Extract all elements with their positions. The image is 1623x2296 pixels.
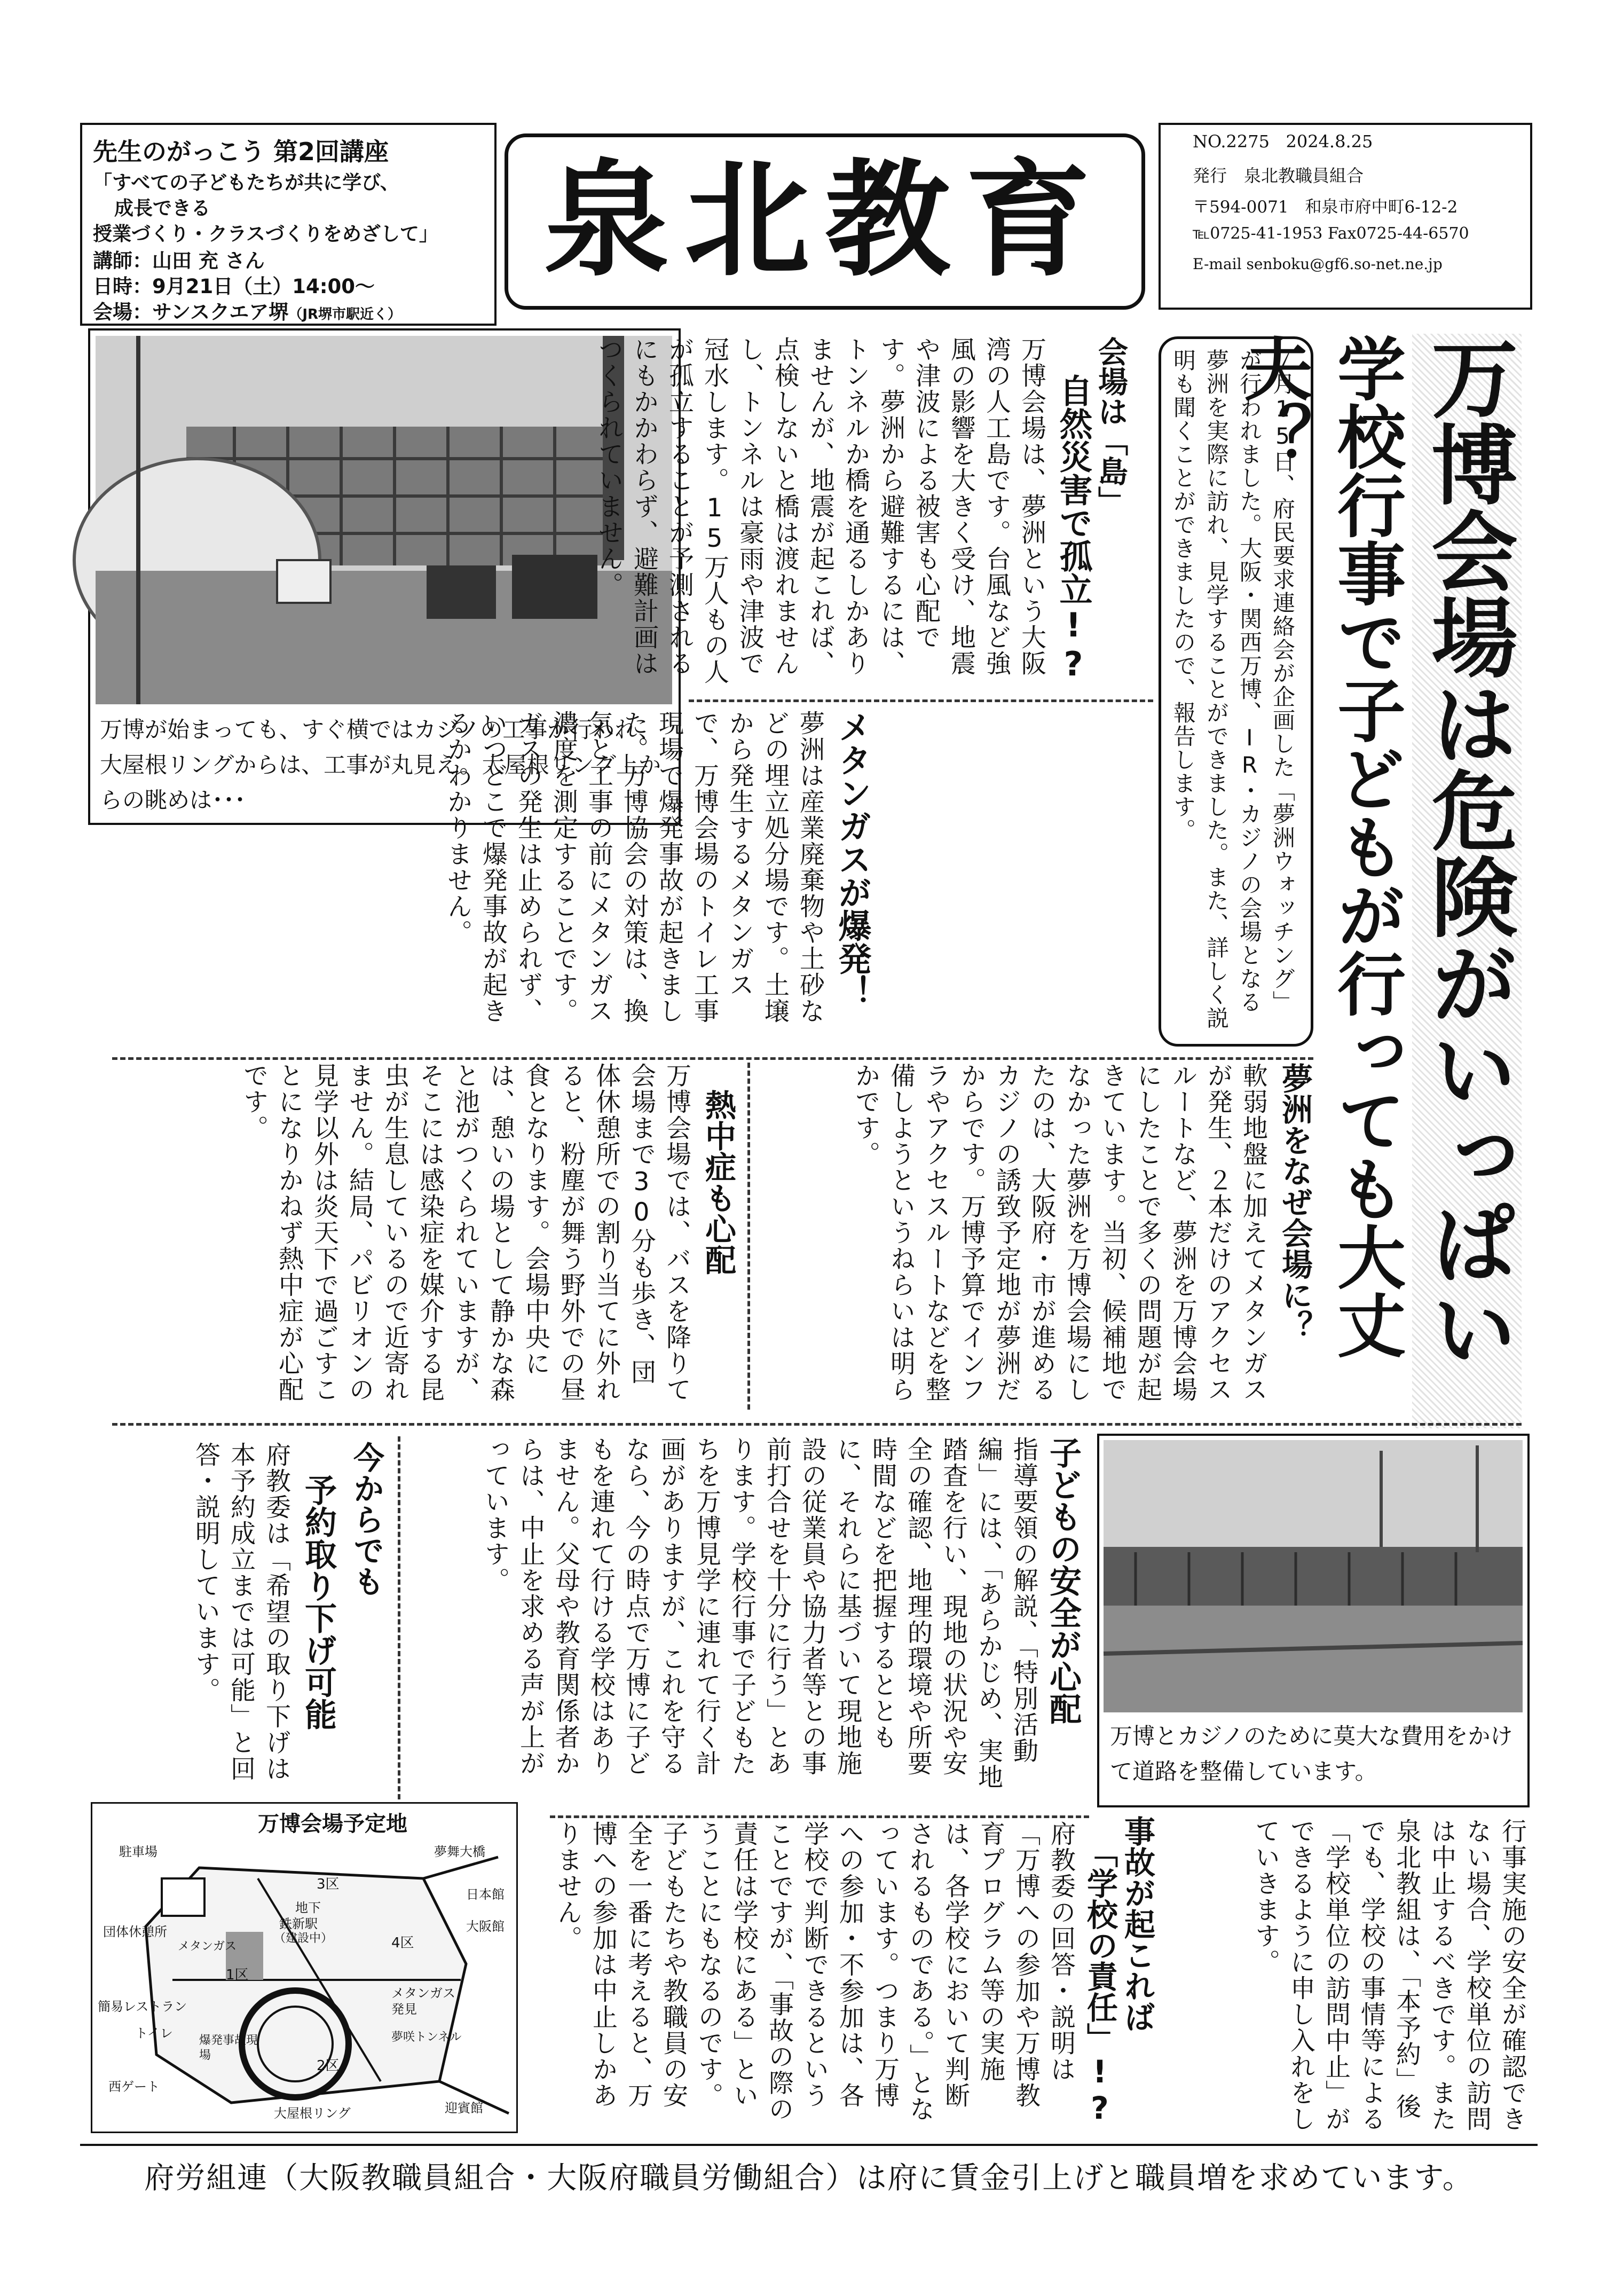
map-label-westgate: 西ゲート xyxy=(108,2079,160,2094)
photo2-frame xyxy=(1097,1434,1530,1807)
lecture-datetime: 日時：9月21日（土）14:00～ xyxy=(93,275,375,298)
map-label-methane: メタンガス xyxy=(178,1940,237,1953)
map-label-explosion: 爆発事故現場 xyxy=(199,2034,258,2062)
map-label-guesthouse: 迎賓館 xyxy=(445,2101,483,2116)
lecture-theme-1: 「すべての子どもたちが共に学び、 xyxy=(93,172,399,194)
lecturer: 講師：山田 充 さん xyxy=(93,249,265,272)
divider-1 xyxy=(689,699,1153,702)
photo2-caption: 万博とカジノのために莫大な費用をかけて道路を整備しています。 xyxy=(1110,1723,1513,1784)
safety-heading: 子どもの安全が心配 xyxy=(1044,1436,1082,1725)
email-link[interactable]: E-mail senboku@gf6.so-net.ne.jp xyxy=(1193,255,1443,273)
paper-title: 泉北教育 xyxy=(544,146,1106,294)
lecture-title: 先生のがっこう 第2回講座 xyxy=(93,137,389,166)
construction-photo-art xyxy=(96,336,672,704)
intro-box xyxy=(1159,336,1313,1047)
map-label-japan: 日本館 xyxy=(466,1887,505,1902)
lecture-box xyxy=(80,123,497,326)
footer-text: 府労組連（大阪教職員組合・大阪府職員労働組合）は府に賃金引上げと職員増を求めています。 xyxy=(144,2161,1474,2196)
divider-5 xyxy=(398,1436,400,1799)
map-label-zone2: 2区 xyxy=(317,2058,340,2074)
venue-map xyxy=(91,1802,518,2133)
island-heading-2: 自然災害で孤立!? xyxy=(1054,374,1093,683)
phone-fax: ℡0725-41-1953 Fax0725-44-6570 xyxy=(1193,224,1469,243)
island-body-2 xyxy=(876,710,1153,1041)
methane-heading: メタンガスが爆発！ xyxy=(833,710,872,1008)
issue-date: 2024.8.25 xyxy=(1286,131,1373,152)
publisher: 発行 泉北教職員組合 xyxy=(1193,166,1364,186)
map-label-station: 鉄新駅 xyxy=(279,1916,318,1931)
footer-rule xyxy=(80,2144,1538,2146)
venue-name: 会場：サンスクエア堺 xyxy=(93,301,289,324)
why-heading: 夢洲をなぜ会場に？ xyxy=(1277,1063,1313,1341)
divider-2 xyxy=(112,1057,1313,1060)
cancel-heading-1: 今からでも xyxy=(348,1442,384,1597)
issue-line xyxy=(1193,131,1373,152)
map-label-ring: 大屋根リング xyxy=(274,2106,351,2121)
issue-no: NO.2275 xyxy=(1193,131,1270,152)
map-label-zone3: 3区 xyxy=(317,1876,340,1892)
map-label-tunnel: 夢咲トンネル xyxy=(391,2031,462,2044)
divider-4 xyxy=(112,1423,1522,1426)
divider-3 xyxy=(747,1063,750,1410)
safety-body: 指導要領の解説、「特別活動編」には、「あらかじめ、実地踏査を行い、現地の状況や安全の確認、地理的環境や所要時間などを把握するとともに、それらに基づいて現地施設の従業員や協力者等との事前打合せを十分に行う」とあります。学校行事で子どもたちを万博見学に連れて行く計画がありますが、これを守るなら、今の時点で万博に子どもを連れて行ける学校はありません。父母や教育関係者からは、中止を求める声が上がっています。 xyxy=(480,1436,1038,1790)
paper-title-frame xyxy=(505,133,1145,310)
construction-photo xyxy=(96,336,672,704)
map-label-underground: 地下 xyxy=(295,1900,321,1915)
lecture-theme-3: 授業づくり・クラスづくりをめざして」 xyxy=(93,223,438,245)
island-heading-1: 会場は「島」 xyxy=(1093,336,1128,516)
cancel-heading-2: 予約取り下げ可能 xyxy=(300,1474,337,1730)
accident-body: 府教委の回答・説明は「万博への参加や万博教育プログラム等の実施は、各学校において判断されるものである。」となっています。つまり万博への参加・不参加は、各学校で判断できるということですが、「事故の際の責任は学校にある」ということにもなるのです。子どもたちや教職員の安全を一番に考えると、万博への参加は中止しかありません。 xyxy=(553,1821,1076,2122)
map-label-zone4: 4区 xyxy=(391,1935,414,1951)
photo1-caption: 万博が始まっても、すぐ横ではカジノの工事が行われ、大屋根リングからは、工事が丸見え。大屋根リング上からの眺めは･･･ xyxy=(100,717,661,813)
road-photo-art xyxy=(1104,1440,1523,1712)
divider-6 xyxy=(550,1815,1089,1818)
lecture-theme-2: 成長できる xyxy=(114,198,211,219)
map-label-bridge: 夢舞大橋 xyxy=(434,1844,485,1859)
heat-heading: 熱中症も心配 xyxy=(700,1089,736,1275)
map-label-restaurant: 簡易レストラン xyxy=(98,1999,187,2014)
road-photo xyxy=(1104,1440,1523,1712)
map-label-zone1: 1区 xyxy=(226,1967,249,1983)
accident-heading-2: 「学校の責任」!? xyxy=(1082,1837,1118,2126)
map-label-parking: 駐車場 xyxy=(119,1844,157,1859)
accident-heading-1: 事故が起これば xyxy=(1119,1815,1155,2032)
methane-body: 夢洲は産業廃棄物や土砂などの埋立処分場です。土壌から発生するメタンガスで、万博会場のトイレ工事現場で爆発事故が起きました。万博協会の対策は、換気と工事の前にメタンガス濃度を測定することです。ガスの発生は止められず、いつどこで爆発事故が起きるかわかりません。 xyxy=(443,710,825,1024)
map-label-construction: （建設中） xyxy=(274,1932,333,1945)
why-body: 軟弱地盤に加えてメタンガスが発生、２本だけのアクセスルートなど、夢洲を万博会場にしたことで多くの問題が起きています。当初、候補地でなかった夢洲を万博会場にしたのは、大阪府・市が進めるカジノの誘致予定地が夢洲だからです。万博予算でインフラやアクセスルートなどを整備しようというねらいは明らかです。 xyxy=(851,1063,1268,1403)
map-label-rest: 団体休憩所 xyxy=(103,1924,167,1939)
headline-line2: 学校行事で子どもが行っても大丈夫？ xyxy=(1232,334,1405,1359)
map-label-osaka: 大阪館 xyxy=(466,1919,505,1934)
island-body-1: 万博会場は、夢洲という大阪湾の人工島です。台風など強風の影響を大きく受け、地震や津波による被害も心配です。夢洲から避難するには、トンネルか橋を通るしかありませんが、地震が起これば、点検しないと橋は渡れませんし、トンネルは豪雨や津波で冠水します。15万人もの人が孤立することが予測されるにもかかわらず、避難計画はつくられていません。 xyxy=(594,336,1046,685)
map-label-toilet: トイレ xyxy=(135,2026,173,2041)
closing-body: 行事実施の安全が確認できない場合、学校単位の訪問は中止するべきです。また泉北教組は、「本予約」後でも、学校の事情等による「学校単位の訪問中止」ができるように申し入れをしていきます。 xyxy=(1251,1818,1527,2132)
venue-note: （JR堺市駅近く） xyxy=(288,306,402,323)
publisher-box xyxy=(1159,123,1532,310)
cancel-body: 府教委は「希望の取り下げは本予約成立までは可能」と回答・説明しています。 xyxy=(191,1442,291,1782)
lecture-venue xyxy=(93,296,401,325)
map-title: 万博会場予定地 xyxy=(258,1812,407,1836)
intro-text: ７月15日、府民要求連絡会が企画した「夢洲ウォッチング」が行われました。大阪・関西万博、IR・カジノの会場となる夢洲を実際に訪れ、見学することができました。また、詳しく説明も聞くことができましたので、報告します。 xyxy=(1170,349,1296,1030)
heat-body: 万博会場では、バスを降りて会場まで30分も歩き、団体休憩所での割り当てに外れると、粉塵が舞う野外での昼食となります。会場中央には、憩いの場として静かな森と池がつくられていますが、そこには感染症を媒介する昆虫が生息しているので近寄れません。結局、パビリオンの見学以外は炎天下で過ごすことになりかねず熱中症が心配です。 xyxy=(239,1063,691,1403)
headline-line1: 万博会場は危険がいっぱい xyxy=(1412,334,1522,1428)
map-label-methane-found: メタンガス発見 xyxy=(391,1986,455,2017)
address: 〒594-0071 和泉市府中町6-12-2 xyxy=(1193,198,1458,217)
